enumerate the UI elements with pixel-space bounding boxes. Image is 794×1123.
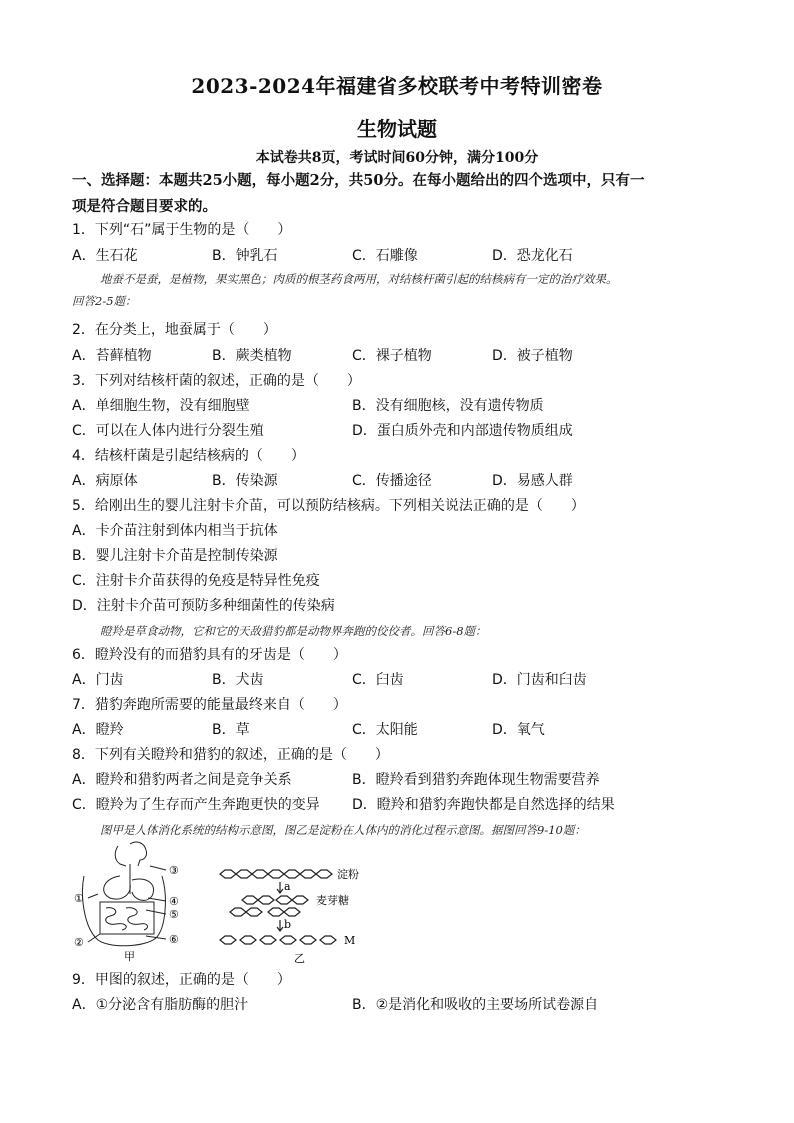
question-6-option-d: D．门齿和臼齿 [492, 672, 587, 688]
question-2-option-b: B．蕨类植物 [212, 348, 292, 364]
digestion-figure-svg [70, 836, 370, 966]
label-m: M [344, 934, 356, 947]
question-8-option-a: A．瞪羚和猎豹两者之间是竞争关系 [72, 772, 292, 788]
question-1-option-a: A．生石花 [72, 248, 138, 264]
question-6-option-c: C．臼齿 [352, 672, 404, 688]
label-yi: 乙 [294, 952, 305, 965]
label-1: ① [74, 892, 84, 905]
label-maltose: 麦芽糖 [316, 894, 349, 907]
question-3-option-b: B．没有细胞核，没有遗传物质 [352, 398, 544, 414]
subject-title: 生物试题 [357, 117, 437, 141]
label-b: b [284, 918, 292, 931]
label-5: ⑤ [169, 908, 179, 921]
question-9-option-b: B．②是消化和吸收的主要场所试卷源自 [352, 997, 599, 1013]
label-2: ② [74, 936, 84, 949]
question-7-option-b: B．草 [212, 722, 250, 738]
question-5-stem: 5．给刚出生的婴儿注射卡介苗，可以预防结核病。下列相关说法正确的是（ ） [72, 498, 585, 514]
question-9-option-a: A．①分泌含有脂肪酶的胆汁 [72, 997, 249, 1013]
reading-passage-1-line2: 回答2-5题： [72, 294, 137, 308]
question-7-option-a: A．瞪羚 [72, 722, 124, 738]
question-1-option-c: C．石雕像 [352, 248, 418, 264]
question-2-option-c: C．裸子植物 [352, 348, 432, 364]
label-starch: 淀粉 [337, 868, 359, 881]
question-3-option-a: A．单细胞生物，没有细胞壁 [72, 398, 250, 414]
question-3-option-c: C．可以在人体内进行分裂生殖 [72, 423, 264, 439]
starch-digestion-diagram [220, 870, 336, 944]
label-3: ③ [169, 864, 179, 877]
question-4-option-c: C．传播途径 [352, 473, 432, 489]
question-7-stem: 7．猎豹奔跑所需要的能量最终来自（ ） [72, 697, 347, 713]
question-8-option-b: B．瞪羚看到猎豹奔跑体现生物需要营养 [352, 772, 600, 788]
question-8-option-d: D．瞪羚和猎豹奔跑快都是自然选择的结果 [352, 797, 615, 813]
question-5-option-d: D．注射卡介苗可预防多种细菌性的传染病 [72, 598, 335, 614]
glucose-units [220, 936, 336, 944]
label-4: ④ [169, 895, 179, 908]
starch-chain [220, 870, 332, 878]
maltose-units [230, 896, 308, 916]
reading-passage-1-line1: 地蚕不是蚕，是植物，果实黑色；肉质的根茎药食两用，对结核杆菌引起的结核病有一定的治疗效果。 [100, 272, 618, 286]
question-7-option-d: D．氧气 [492, 722, 545, 738]
question-3-option-d: D．蛋白质外壳和内部遗传物质组成 [352, 423, 573, 439]
question-5-option-c: C．注射卡介苗获得的免疫是特异性免疫 [72, 573, 320, 589]
question-9-stem: 9．甲图的叙述，正确的是（ ） [72, 972, 291, 988]
question-5-option-a: A．卡介苗注射到体内相当于抗体 [72, 523, 278, 539]
label-jia: 甲 [124, 950, 135, 963]
question-2-stem: 2．在分类上，地蚕属于（ ） [72, 322, 277, 338]
exam-title: 2023-2024年福建省多校联考中考特训密卷 [191, 74, 603, 98]
reading-passage-1 [72, 268, 732, 312]
question-1-option-d: D．恐龙化石 [492, 248, 573, 264]
question-1-option-b: B．钟乳石 [212, 248, 278, 264]
question-3-stem: 3．下列对结核杆菌的叙述，正确的是（ ） [72, 373, 361, 389]
question-4-stem: 4．结核杆菌是引起结核病的（ ） [72, 448, 305, 464]
question-2-option-a: A．苔藓植物 [72, 348, 152, 364]
question-8-option-c: C．瞪羚为了生存而产生奔跑更快的变异 [72, 797, 320, 813]
section-heading [72, 168, 722, 220]
reading-passage-3: 图甲是人体消化系统的结构示意图，图乙是淀粉在人体内的消化过程示意图。据图回答9-10题： [100, 823, 586, 837]
exam-info: 本试卷共8页，考试时间60分钟，满分100分 [255, 150, 539, 166]
question-6-stem: 6．瞪羚没有的而猎豹具有的牙齿是（ ） [72, 647, 347, 663]
question-5-option-b: B．婴儿注射卡介苗是控制传染源 [72, 548, 278, 564]
question-2-option-d: D．被子植物 [492, 348, 573, 364]
label-6: ⑥ [169, 933, 179, 946]
section-heading-line2: 项是符合题目要求的。 [72, 198, 217, 215]
question-1-stem: 1．下列“石”属于生物的是（ ） [72, 222, 292, 238]
question-4-option-a: A．病原体 [72, 473, 138, 489]
reading-passage-2: 瞪羚是草食动物，它和它的天敌猎豹都是动物界奔跑的佼佼者。回答6-8题： [100, 624, 487, 638]
question-8-stem: 8．下列有关瞪羚和猎豹的叙述，正确的是（ ） [72, 747, 389, 763]
digestion-figure [70, 836, 370, 966]
question-6-option-a: A．门齿 [72, 672, 124, 688]
section-heading-line1: 一、选择题：本题共25小题，每小题2分，共50分。在每小题给出的四个选项中，只有一 [72, 172, 645, 189]
question-7-option-c: C．太阳能 [352, 722, 418, 738]
label-a: a [284, 880, 291, 893]
question-4-option-d: D．易感人群 [492, 473, 573, 489]
question-6-option-b: B．犬齿 [212, 672, 264, 688]
digestive-system-diagram [83, 842, 166, 946]
question-4-option-b: B．传染源 [212, 473, 278, 489]
